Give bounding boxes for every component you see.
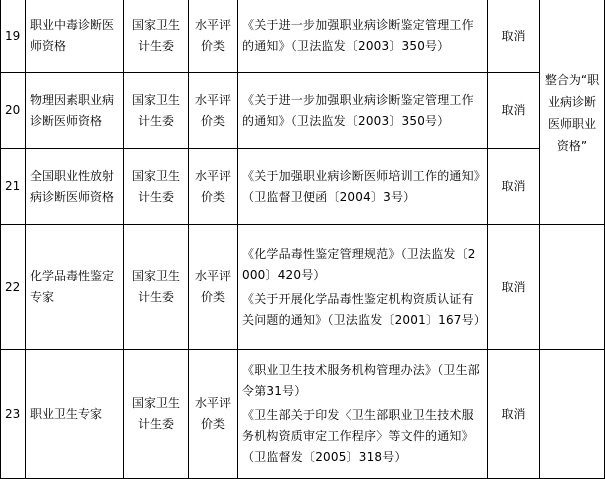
row-number: 20 <box>1 73 26 149</box>
qualification-type: 水平评价类 <box>189 225 238 350</box>
qualification-name: 化学品毒性鉴定专家 <box>26 225 124 350</box>
qualification-name: 职业中毒诊断医师资格 <box>26 0 124 73</box>
legal-basis <box>238 149 488 225</box>
qualification-type: 水平评价类 <box>189 73 238 149</box>
qualification-name: 职业卫生专家 <box>26 350 124 479</box>
department: 国家卫生计生委 <box>124 350 189 479</box>
basis-text: 《关于进一步加强职业病诊断鉴定管理工作的通知》（卫法监发〔2003〕350号） <box>242 18 474 53</box>
action: 取消 <box>488 0 540 73</box>
qualification-type: 水平评价类 <box>189 350 238 479</box>
department: 国家卫生计生委 <box>124 0 189 73</box>
row-number: 23 <box>1 350 26 479</box>
qualification-type: 水平评价类 <box>189 149 238 225</box>
basis-text: 《关于进一步加强职业病诊断鉴定管理工作的通知》（卫法监发〔2003〕350号） <box>242 92 474 128</box>
note-cell <box>540 0 605 225</box>
note-cell-empty <box>540 225 605 350</box>
legal-basis <box>238 73 488 149</box>
table-row <box>1 225 605 350</box>
table-row <box>1 0 605 73</box>
basis-text: 《卫生部关于印发〈卫生部职业卫生技术服务机构资质审定工作程序〉等文件的通知》（卫监督发〔2005〕318号） <box>242 408 474 464</box>
row-number: 21 <box>1 149 26 225</box>
note-cell-empty <box>540 350 605 479</box>
basis-text: 《化学品毒性鉴定管理规范》（卫法监发〔2000〕420号） <box>242 246 476 282</box>
table-row <box>1 73 605 149</box>
department: 国家卫生计生委 <box>124 225 189 350</box>
note-text: 整合为“职业病诊断医师职业资格” <box>544 72 600 153</box>
basis-text: 《关于开展化学品毒性鉴定机构资质认证有关问题的通知》（卫法监发〔2001〕167号） <box>242 291 487 327</box>
row-number: 19 <box>1 0 26 73</box>
department: 国家卫生计生委 <box>124 73 189 149</box>
legal-basis <box>238 350 488 479</box>
legal-basis <box>238 225 488 350</box>
department: 国家卫生计生委 <box>124 149 189 225</box>
legal-basis <box>238 0 488 73</box>
row-number: 22 <box>1 225 26 350</box>
qualification-type: 水平评价类 <box>189 0 238 73</box>
basis-text: 《关于加强职业病诊断医师培训工作的通知》（卫监督卫便函〔2004〕3号） <box>242 168 481 204</box>
action: 取消 <box>488 149 540 225</box>
basis-text: 《职业卫生技术服务机构管理办法》（卫生部令第31号） <box>242 363 481 398</box>
qualification-name: 全国职业性放射病诊断医师资格 <box>26 149 124 225</box>
qualification-name: 物理因素职业病诊断医师资格 <box>26 73 124 149</box>
action: 取消 <box>488 225 540 350</box>
action: 取消 <box>488 350 540 479</box>
table-row <box>1 350 605 479</box>
table-row <box>1 149 605 225</box>
action: 取消 <box>488 73 540 149</box>
